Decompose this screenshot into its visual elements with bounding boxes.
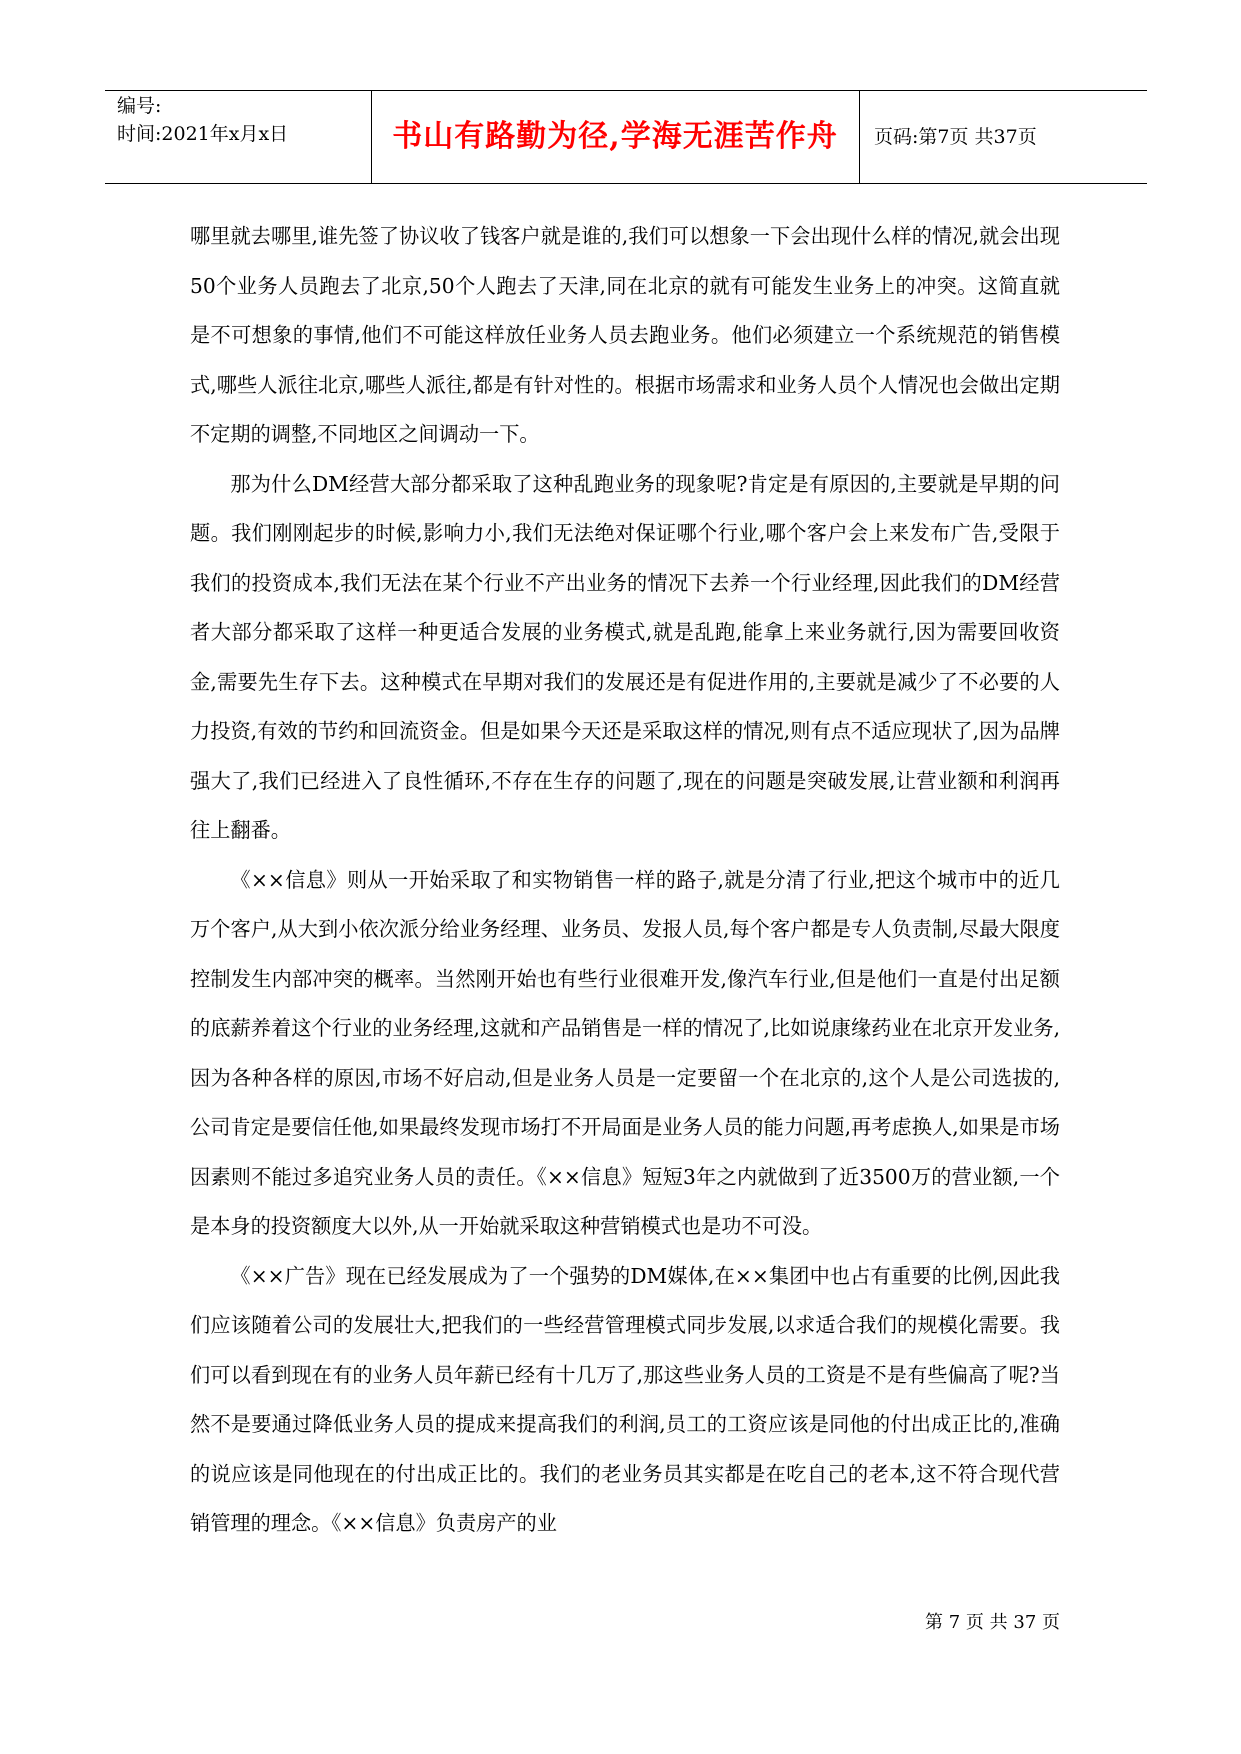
body-paragraph-continued: 哪里就去哪里,谁先签了协议收了钱客户就是谁的,我们可以想象一下会出现什么样的情况,就会出现50个业务人员跑去了北京,50个人跑去了天津,同在北京的就有可能发生业务上的冲突。这简直就是不可想象的事情,他们不可能这样放任业务人员去跑业务。他们必须建立一个系统规范的销售模式,哪些人派往北京,哪些人派往,都是有针对性的。根据市场需求和业务人员个人情况也会做出定期不定期的调整,不同地区之间调动一下。	[190, 224, 1060, 446]
document-body	[190, 212, 1060, 1549]
document-time-label: 时间:2021年x月x日	[117, 123, 289, 145]
header-page-number: 页码:第7页 共37页	[874, 126, 1037, 148]
document-code-label: 编号:	[117, 95, 162, 117]
footer-page-number: 第 7 页 共 37 页	[925, 1612, 1060, 1633]
header-slogan: 书山有路勤为径,学海无涯苦作舟	[371, 91, 860, 183]
header-meta	[105, 91, 372, 183]
body-paragraph: 那为什么DM经营大部分都采取了这种乱跑业务的现象呢?肯定是有原因的,主要就是早期的问题。我们刚刚起步的时候,影响力小,我们无法绝对保证哪个行业,哪个客户会上来发布广告,受限于我们的投资成本,我们无法在某个行业不产出业务的情况下去养一个行业经理,因此我们的DM经营者大部分都采取了这样一种更适合发展的业务模式,就是乱跑,能拿上来业务就行,因为需要回收资金,需要先生存下去。这种模式在早期对我们的发展还是有促进作用的,主要就是减少了不必要的人力投资,有效的节约和回流资金。但是如果今天还是采取这样的情况,则有点不适应现状了,因为品牌强大了,我们已经进入了良性循环,不存在生存的问题了,现在的问题是突破发展,让营业额和利润再往上翻番。	[190, 471, 1060, 842]
body-paragraph: 《××广告》现在已经发展成为了一个强势的DM媒体,在××集团中也占有重要的比例,因此我们应该随着公司的发展壮大,把我们的一些经营管理模式同步发展,以求适合我们的规模化需要。我们可以看到现在有的业务人员年薪已经有十几万了,那这些业务人员的工资是不是有些偏高了呢?当然不是要通过降低业务人员的提成来提高我们的利润,员工的工资应该是同他的付出成正比的,准确的说应该是同他现在的付出成正比的。我们的老业务员其实都是在吃自己的老本,这不符合现代营销管理的理念。《××信息》负责房产的业	[190, 1263, 1060, 1535]
document-header	[105, 90, 1147, 184]
body-paragraph: 《××信息》则从一开始采取了和实物销售一样的路子,就是分清了行业,把这个城市中的近几万个客户,从大到小依次派分给业务经理、业务员、发报人员,每个客户都是专人负责制,尽最大限度控制发生内部冲突的概率。当然刚开始也有些行业很难开发,像汽车行业,但是他们一直是付出足额的底薪养着这个行业的业务经理,这就和产品销售是一样的情况了,比如说康缘药业在北京开发业务,因为各种各样的原因,市场不好启动,但是业务人员是一定要留一个在北京的,这个人是公司选拔的,公司肯定是要信任他,如果最终发现市场打不开局面是业务人员的能力问题,再考虑换人,如果是市场因素则不能过多追究业务人员的责任。《××信息》短短3年之内就做到了近3500万的营业额,一个是本身的投资额度大以外,从一开始就采取这种营销模式也是功不可没。	[190, 867, 1060, 1238]
